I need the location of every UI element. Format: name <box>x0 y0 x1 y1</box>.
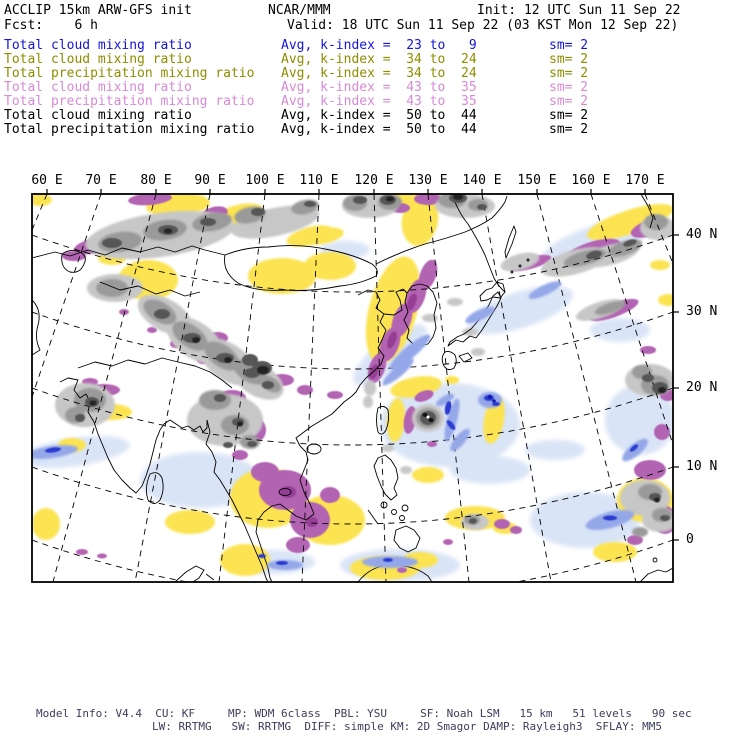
legend-sm: sm= 2 <box>549 80 589 95</box>
legend-kindex: Avg, k-index = 50 to 44 <box>281 108 477 123</box>
legend-kindex: Avg, k-index = 34 to 24 <box>281 52 477 67</box>
top-axis-label: 70 E <box>85 173 117 188</box>
top-axis-label: 60 E <box>31 173 63 188</box>
legend-kindex: Avg, k-index = 43 to 35 <box>281 94 477 109</box>
right-axis-label: 0 <box>686 532 694 547</box>
footer-line2: LW: RRTMG SW: RRTMG DIFF: simple KM: 2D Smagor DAMP: Rayleigh3 SFLAY: MM5 <box>152 720 662 733</box>
legend-kindex: Avg, k-index = 50 to 44 <box>281 122 477 137</box>
forecast-hour: Fcst: 6 h <box>4 18 98 33</box>
legend-label: Total precipitation mixing ratio <box>4 66 255 81</box>
top-axis-label: 140 E <box>462 173 502 188</box>
footer-line1: Model Info: V4.4 CU: KF MP: WDM 6class PBL: YSU SF: Noah LSM 15 km 51 levels 90 sec <box>36 707 692 720</box>
legend-label: Total cloud mixing ratio <box>4 38 192 53</box>
right-axis-label: 30 N <box>686 304 718 319</box>
top-axis-label: 110 E <box>299 173 339 188</box>
top-axis-label: 150 E <box>517 173 557 188</box>
center-name: NCAR/MMM <box>268 3 331 18</box>
legend-label: Total cloud mixing ratio <box>4 108 192 123</box>
right-axis-label: 40 N <box>686 227 718 242</box>
top-axis-label: 80 E <box>140 173 172 188</box>
top-axis-label: 100 E <box>245 173 285 188</box>
top-axis-label: 170 E <box>625 173 665 188</box>
model-title: ACCLIP 15km ARW-GFS init <box>4 3 192 18</box>
top-axis-label: 90 E <box>194 173 226 188</box>
top-axis-label: 120 E <box>354 173 394 188</box>
legend-sm: sm= 2 <box>549 38 589 53</box>
legend-kindex: Avg, k-index = 23 to 9 <box>281 38 477 53</box>
legend-sm: sm= 2 <box>549 122 589 137</box>
legend-label: Total precipitation mixing ratio <box>4 94 255 109</box>
right-axis-label: 10 N <box>686 459 718 474</box>
legend-kindex: Avg, k-index = 34 to 24 <box>281 66 477 81</box>
legend-sm: sm= 2 <box>549 66 589 81</box>
top-axis-label: 160 E <box>571 173 611 188</box>
legend-sm: sm= 2 <box>549 108 589 123</box>
legend-sm: sm= 2 <box>549 94 589 109</box>
legend-label: Total cloud mixing ratio <box>4 52 192 67</box>
init-time: Init: 12 UTC Sun 11 Sep 22 <box>477 3 681 18</box>
right-axis-label: 20 N <box>686 380 718 395</box>
legend-label: Total cloud mixing ratio <box>4 80 192 95</box>
legend-kindex: Avg, k-index = 43 to 35 <box>281 80 477 95</box>
valid-time: Valid: 18 UTC Sun 11 Sep 22 (03 KST Mon 12 Sep 22) <box>287 18 679 33</box>
legend-label: Total precipitation mixing ratio <box>4 122 255 137</box>
top-axis-label: 130 E <box>408 173 448 188</box>
legend-sm: sm= 2 <box>549 52 589 67</box>
